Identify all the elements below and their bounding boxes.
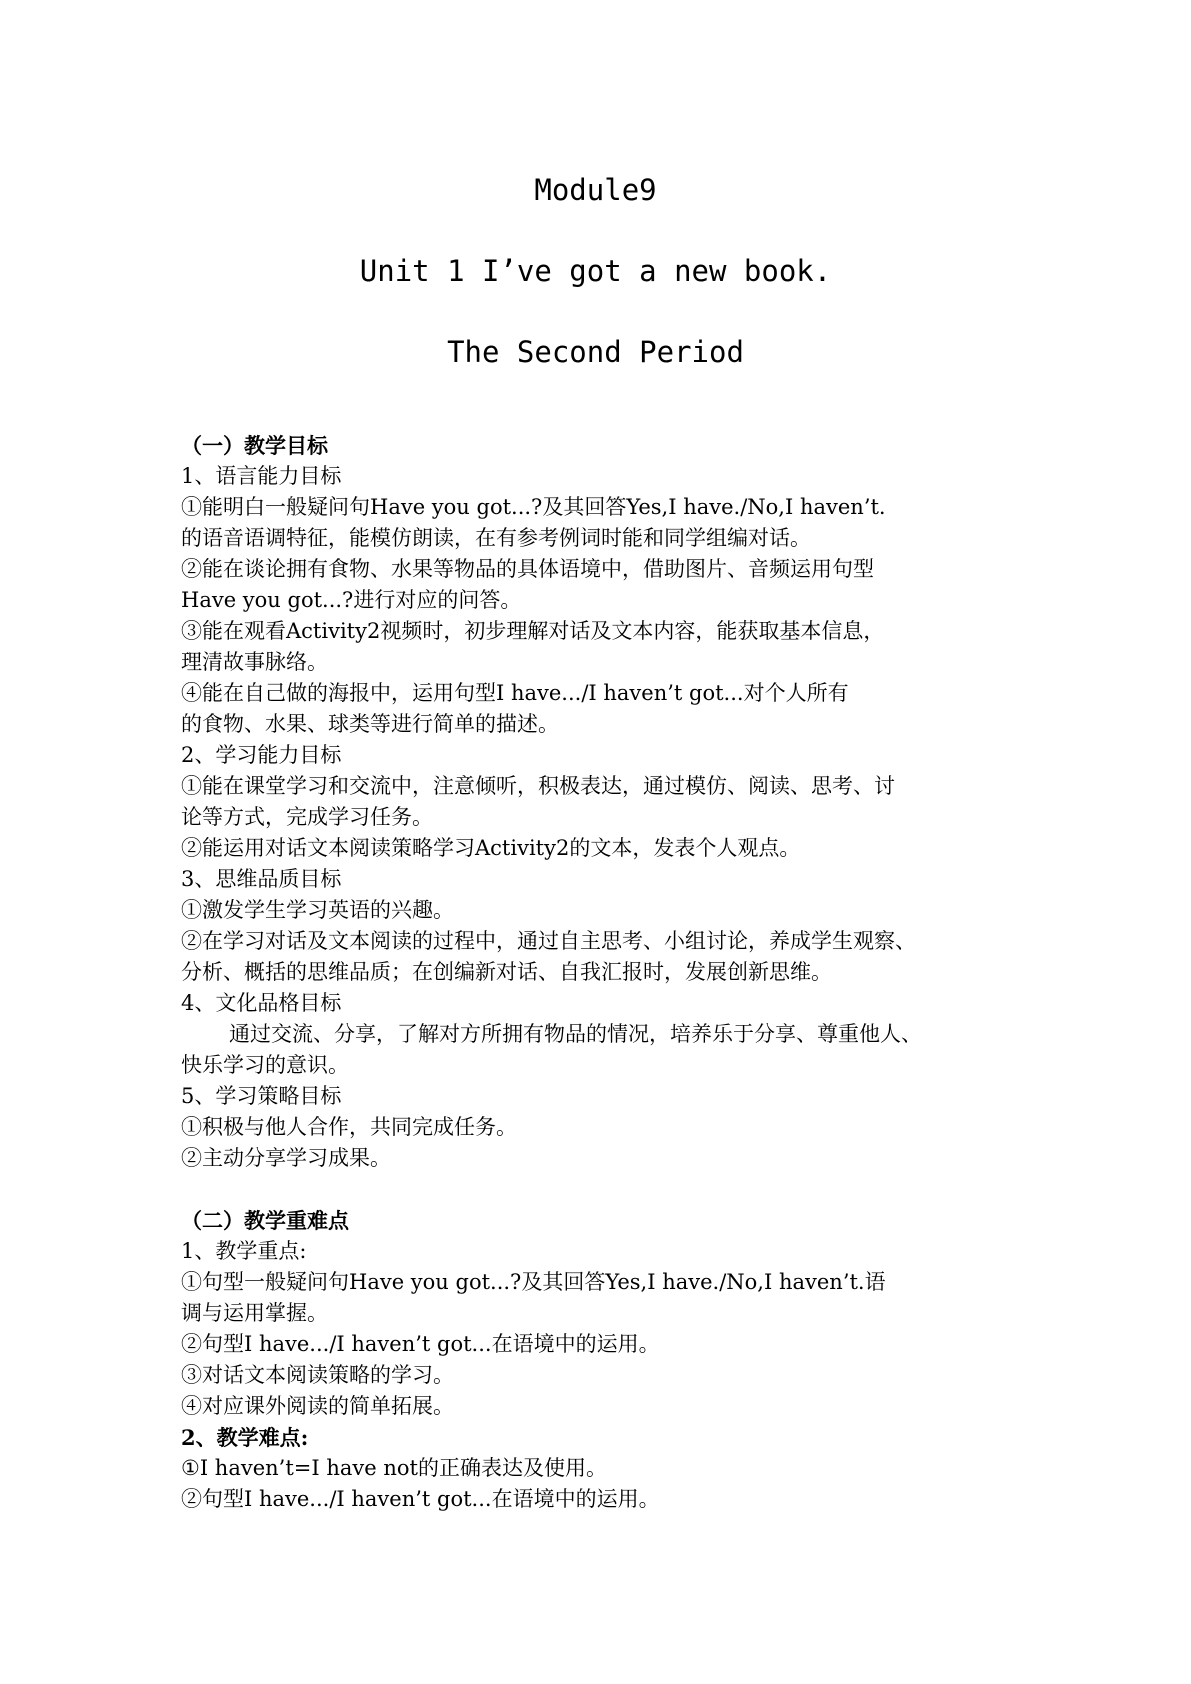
objective-line: 4、文化品格目标 (181, 991, 342, 1015)
section-heading-key-points: （二）教学重难点 (181, 1208, 349, 1233)
objective-line: ①积极与他人合作，共同完成任务。 (181, 1115, 517, 1139)
objective-line: 5、学习策略目标 (181, 1084, 342, 1108)
objective-line: ①能在课堂学习和交流中，注意倾听，积极表达，通过模仿、阅读、思考、讨 (181, 774, 895, 798)
subheading-difficulties: 2、教学难点: (181, 1425, 309, 1450)
section-spacer (181, 1174, 1031, 1205)
objective-line: ①激发学生学习英语的兴趣。 (181, 898, 454, 922)
objective-line: 论等方式，完成学习任务。 (181, 805, 433, 829)
objective-line: ②主动分享学习成果。 (181, 1146, 391, 1170)
difficulty-line: ②句型I have.../I haven’t got...在语境中的运用。 (181, 1487, 660, 1511)
objective-line: 分析、概括的思维品质；在创编新对话、自我汇报时，发展创新思维。 (181, 960, 832, 984)
objective-line: 通过交流、分享，了解对方所拥有物品的情况，培养乐于分享、尊重他人、 (229, 1022, 922, 1046)
key-point-line: 调与运用掌握。 (181, 1301, 328, 1325)
objective-line: 的食物、水果、球类等进行简单的描述。 (181, 712, 559, 736)
module-title: Module9 (534, 173, 657, 207)
unit-title: Unit 1 I’ve got a new book. (359, 254, 832, 288)
objective-line: 的语音语调特征，能模仿朗读，在有参考例词时能和同学组编对话。 (181, 526, 811, 550)
objective-line: Have you got...?进行对应的问答。 (181, 588, 522, 612)
key-point-line: ③对话文本阅读策略的学习。 (181, 1363, 454, 1387)
objective-line: 2、学习能力目标 (181, 743, 342, 767)
document-body (181, 430, 1031, 1515)
objective-line: ②在学习对话及文本阅读的过程中，通过自主思考、小组讨论，养成学生观察、 (181, 929, 916, 953)
section-heading-objectives: （一）教学目标 (181, 433, 328, 458)
difficulty-line: ①I haven’t=I have not的正确表达及使用。 (181, 1456, 607, 1480)
objective-line: ④能在自己做的海报中，运用句型I have.../I haven’t got...对个人所有 (181, 681, 849, 705)
objective-line: ③能在观看Activity2视频时，初步理解对话及文本内容，能获取基本信息， (181, 619, 885, 643)
period-title: The Second Period (447, 335, 744, 369)
objective-line: 3、思维品质目标 (181, 867, 342, 891)
key-point-line: ①句型一般疑问句Have you got...?及其回答Yes,I have./No,I haven’t.语 (181, 1270, 886, 1294)
objective-line: ②能在谈论拥有食物、水果等物品的具体语境中，借助图片、音频运用句型 (181, 557, 874, 581)
objective-line: ①能明白一般疑问句Have you got...?及其回答Yes,I have./No,I haven’t. (181, 495, 886, 519)
objective-line: 快乐学习的意识。 (181, 1053, 349, 1077)
key-point-line: ④对应课外阅读的简单拓展。 (181, 1394, 454, 1418)
key-point-line: ②句型I have.../I haven’t got...在语境中的运用。 (181, 1332, 660, 1356)
objective-line: 1、语言能力目标 (181, 464, 342, 488)
objective-line: ②能运用对话文本阅读策略学习Activity2的文本，发表个人观点。 (181, 836, 801, 860)
objective-line: 理清故事脉络。 (181, 650, 328, 674)
key-point-line: 1、教学重点: (181, 1239, 307, 1263)
